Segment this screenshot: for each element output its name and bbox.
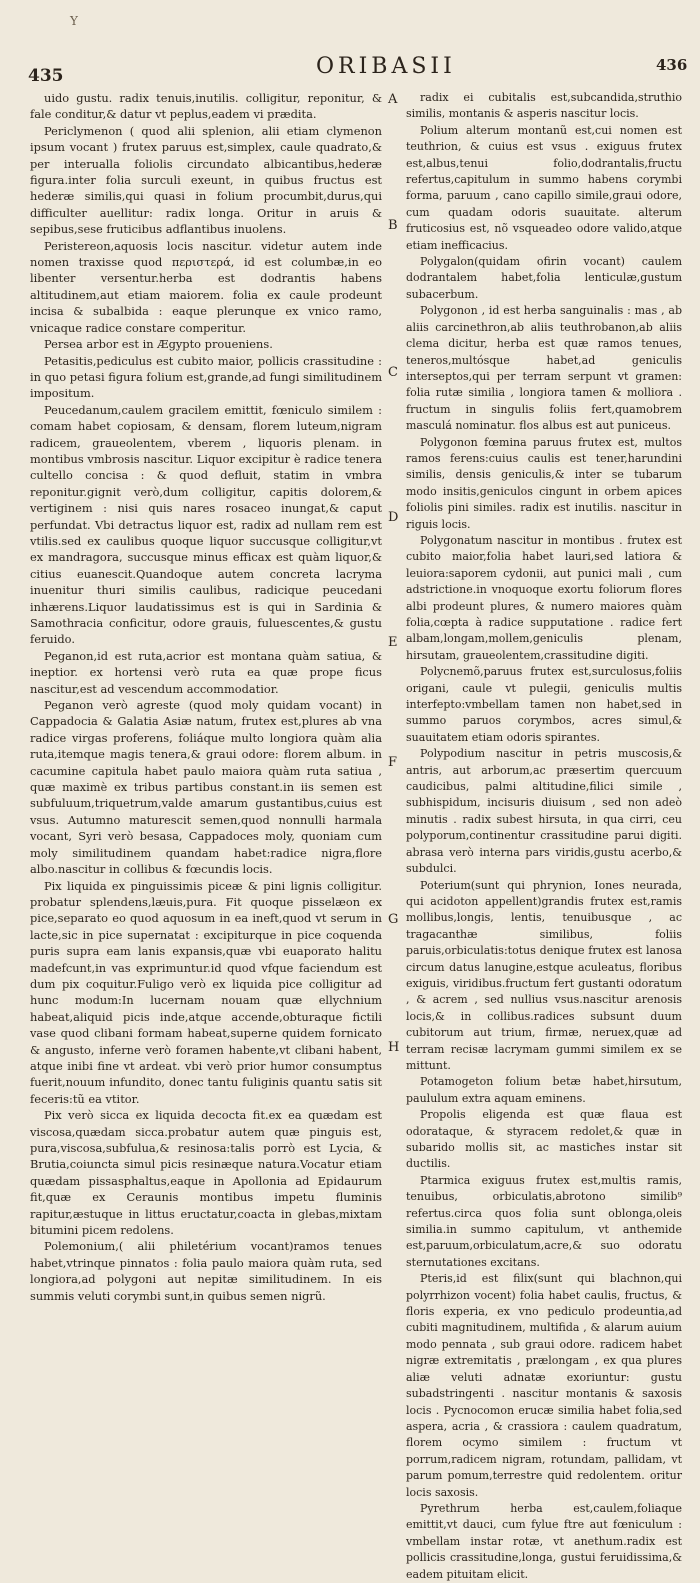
page-number-left: 435 <box>28 66 64 86</box>
paragraph: Pix verò sicca ex liquida decocta fit.ex ea quædam est viscosa,quædam sicca.probatur autem quæ pinguis est, pura,viscosa,subfulua,& resinosa:talis porrò est Lycia, & Brutia,coiuncta simul picis resinæque natura.Vocatur etiam quædam pissasphaltus,eaque in Apollonia ad Epidaurum fit,quæ ex Ceraunis montibus impetu fluminis rapitur,æstuque in littus eructatur,coacta in glebas,mixtam bitumini picem redolens. <box>30 1108 382 1238</box>
paragraph: Polygalon(quidam ofirin vocant) caulem dodrantalem habet,folia lenticulæ,gustum subacerbum. <box>406 255 682 301</box>
paragraph: Pix liquida ex pinguissimis piceæ & pini lignis colligitur. probatur splendens,læuis,pura. Fit quoque pisselæon ex pice,separato eo quod aquosum in ea ineft,quod vt serum in lacte,sic in pice supernatat : excipiturque in pice coquenda puris supra eam lanis expansis,quæ vbi euaporato halitu madefcunt,in vas exprimuntur.id quod vfque faciendum est dum pix coquitur.Fuligo verò ex liquida pice colligitur ad hunc modum:In lucernam nouam quæ ellychnium habeat,aliquid picis inde,atque accende,obturaque fictili vase quod clibani formam habeat,superne quidem fornicato & angusto, inferne verò foramen habente,vt clibani habent, atque inibi fine vt ardeat. vbi verò prior humor consumptus fuerit,nouum infundito, donec tantu fuliginis quantu satis sit feceris:tũ ea vtitor. <box>30 878 382 1106</box>
paragraph: Propolis eligenda est quæ flaua est odorataque, & styracem redolet,& quæ in subarido mollis sit, ac masticħes instar sit ductilis. <box>406 1108 682 1171</box>
paragraph: Peucedanum,caulem gracilem emittit, fœniculo similem : comam habet copiosam, & densam, florem luteum,nigram radicem, graueolentem, vberem , liquoris plenam. in montibus vmbrosis nascitur. Liquor excipitur è radice tenera cultello concisa : & quod defluit, statim in vmbra reponitur.gignit verò,dum colligitur, capitis dolorem,& vertiginem : nisi quis nares rosaceo inungat,& caput perfundat. Vbi detractus liquor est, radix ad nullam rem est vtilis.sed ex caulibus quoque liquor succusque colligitur,vt ex mandragora, succusque minus efficax est quàm liquor,& citius euanescit.Quandoque autem concreta lacryma inuenitur thuri similis caulibus, radicique peucedani inhærens.Liquor laudatissimus est is qui in Sardinia & Samothracia conficitur, odore grauis, fuluescentes,& gustu feruido. <box>30 402 382 647</box>
paragraph: Polygonon , id est herba sanguinalis : mas , ab aliis carcinethron,ab aliis teuthrobanon,ab aliis clema dicitur, herba est quæ ramos tenues, teneros,multósque habet,ad geniculis interseptos,qui per terram serpunt vt gramen: folia rutæ similia , longiora tamen & molliora . fructum in singulis foliis fert,quamobrem masculá nominatur. flos albus est aut puniceus. <box>406 304 682 433</box>
text-column-right <box>406 90 682 1581</box>
section-marker-e: E <box>388 635 398 650</box>
paragraph: Persea arbor est in Ægypto proueniens. <box>44 337 273 352</box>
paragraph: Pyrethrum herba est,caulem,foliaque emittit,vt dauci, cum fylue ftre aut fœniculum : vmbellam instar rotæ, vt anethum.radix est pollicis crassitudine,longa, gustui feruidissima,& eadem pituitam elicit. <box>406 1501 682 1581</box>
page-header <box>0 48 700 88</box>
paragraph: Polypodium nascitur in petris muscosis,& antris, aut arborum,ac præsertim quercuum caudicibus, palmi altitudine,filici simile , subhispidum, incisuris diuisum , sed non adeò minutis . radix subest hirsuta, in qua cirri, ceu polyporum,continentur crassitudine parui digiti. abrasa verò interna pars viridis,gustu acerbo,& subdulci. <box>406 747 682 876</box>
paragraph: Polygonon fœmina paruus frutex est, multos ramos ferens:cuius caulis est tener,harundini similis, densis geniculis,& inter se tubarum modo insitis,geniculos cingunt in orbem apices foliolis pini similes. radix est inutilis. nascitur in riguis locis. <box>406 435 682 531</box>
paragraph: Potamogeton folium betæ habet,hirsutum, paululum extra aquam eminens. <box>406 1075 682 1105</box>
running-title: ORIBASII <box>316 54 456 79</box>
paragraph: Peristereon,aquosis locis nascitur. videtur autem inde nomen traxisse quod περιστερά, id est columbæ,in eo libenter versentur.herba est dodrantis habens altitudinem,aut etiam maiorem. folia ex caule prodeunt incisa & subalbida : eaque plerunque ex vnico ramo, vnicaque radice constare comperitur. <box>30 238 382 335</box>
paragraph: radix ei cubitalis est,subcandida,struthio similis, montanis & asperis nascitur locis. <box>406 91 682 121</box>
paragraph: Polygonatum nascitur in montibus . frutex est cubito maior,folia habet lauri,sed latiora & leuiora:saporem cydonii, aut punici mali , cum adstrictione.in vnoquoque exortu foliorum flores albi prodeunt plures, & numero maiores quàm folia,cœpta à radice supputatione . radice fert albam,longam,mollem,geniculis plenam, hirsutam, graueolentem,crassitudine digiti. <box>406 533 682 662</box>
paragraph: Poterium(sunt qui phrynion, Iones neurada, qui acidoton appellent)grandis frutex est,ramis mollibus,longis, lentis, tenuibusque , ac tragacanthæ similibus, foliis paruis,orbiculatis:totus denique frutex est lanosa circum datus lanugine,estque aculeatus, floribus exiguis, viridibus.fructum fert gustanti odoratum , & acrem , sed nullius vsus.nascitur arenosis locis,& in collibus.radices subsunt duum cubitorum aut trium, firmæ, neruex,quæ ad terram recisæ lacrymam gummi similem ex se mittunt. <box>406 878 682 1072</box>
paragraph: Polemonium,( alii philetérium vocant)ramos tenues habet,vtrinque pinnatos : folia paulo maiora quàm ruta, sed longiora,ad polygoni aut nepitæ similitudinem. In eis summis veluti corymbi sunt,in quibus semen nigrũ. <box>30 1239 382 1303</box>
section-marker-h: H <box>388 1040 400 1055</box>
paragraph: Polium alterum montanũ est,cui nomen est teuthrion, & cuius est vsus . exiguus frutex est,albus,tenui folio,dodrantalis,fructu refertus,capitulum in summo habens corymbi forma, paruum , cano capillo simile,graui odore, cum quadam odoris suauitate. alterum fruticosius est, nõ vsqueadeo odore valido,atque etiam inefficacius. <box>406 123 682 252</box>
section-marker-d: D <box>388 510 399 525</box>
paragraph: Peganon verò agreste (quod moly quidam vocant) in Cappadocia & Galatia Asiæ natum, frutex est,plures ab vna radice virgas proferens, foliáque multo longiora quàm alia ruta,itemque magis tenera,& graui odore: florem album. in cacumine capitula habet paulo maiora quàm ruta satiua , quæ maximè ex tribus partibus constant.in iis semen est subfuluum,triquetrum,valde amarum gustantibus,cuius est vsus. Autumno maturescit semen,quod nonnulli harmala vocant, Syri verò besasa, Cappadoces moly, quoniam cum moly similitudinem quandam habet:radice nigra,flore albo.nascitur in collibus & fœcundis locis. <box>30 698 382 877</box>
paragraph: uido gustu. radix tenuis,inutilis. colligitur, reponitur, & fale conditur,& datur vt peplus,eadem vi prædita. <box>30 91 382 122</box>
text-column-left <box>30 90 382 1303</box>
paragraph: Peganon,id est ruta,acrior est montana quàm satiua, & ineptior. ex hortensi verò ruta ea quæ prope ficus nascitur,est ad vescendum accommodatior. <box>30 648 382 696</box>
section-marker-a: A <box>388 92 398 107</box>
paragraph: Ptarmica exiguus frutex est,multis ramis, tenuibus, orbiculatis,abrotono similib⁹ refertus.circa quos folia sunt oblonga,oleis similia.in summo capitulum, vt anthemide est,paruum,orbiculatum,acre,& suo odoratu sternutationes excitans. <box>406 1173 682 1269</box>
paragraph: Pteris,id est filix(sunt qui blachnon,qui polyrrhizon vocent) folia habet caulis, fructus, & floris experia, ex vno pediculo prodeuntia,ad cubiti magnitudinem, multifida , & alarum auium modo pennata , sub graui odore. radicem habet nigræ extremitatis , prælongam , ex qua plures aliæ veluti adnatæ exoriuntur: gustu subadstringenti . nascitur montanis & saxosis locis . Pycnocomon erucæ similia habet folia,sed aspera, acria , & crassiora : caulem quadratum, florem ocymo similem : fructum vt porrum,radicem nigram, rotundam, pallidam, vt parum pomum,terrestre quid redolentem. oritur locis saxosis. <box>406 1272 682 1499</box>
paragraph: Periclymenon ( quod alii splenion, alii etiam clymenon ipsum vocant ) frutex paruus est,simplex, caule quadrato,& per interualla foliolis circundato albicantibus,hederæ figura.inter folia surculi exeunt, in quibus fructus est hederæ similis,qui quasi in folium procumbit,durus,qui difficulter auellitur: radix longa. Oritur in aruis & sepibus,sese fruticibus adflantibus inuolens. <box>30 123 382 237</box>
paragraph: Polycnemõ,paruus frutex est,surculosus,foliis origani, caule vt pulegii, geniculis multis interfepto:vmbellam tamen non habet,sed in summo paruos corymbos, acres simul,& suauitatem etiam odoris spirantes. <box>406 665 682 744</box>
marginal-gloss: Y <box>70 14 78 28</box>
section-marker-b: B <box>388 218 398 233</box>
paragraph: Petasitis,pediculus est cubito maior, pollicis crassitudine : in quo petasi figura folium est,grande,ad fungi similitudinem impositum. <box>30 353 382 401</box>
section-marker-g: G <box>388 912 399 927</box>
page-number-right: 436 <box>656 56 688 74</box>
section-marker-f: F <box>388 755 398 770</box>
section-marker-c: C <box>388 365 398 380</box>
